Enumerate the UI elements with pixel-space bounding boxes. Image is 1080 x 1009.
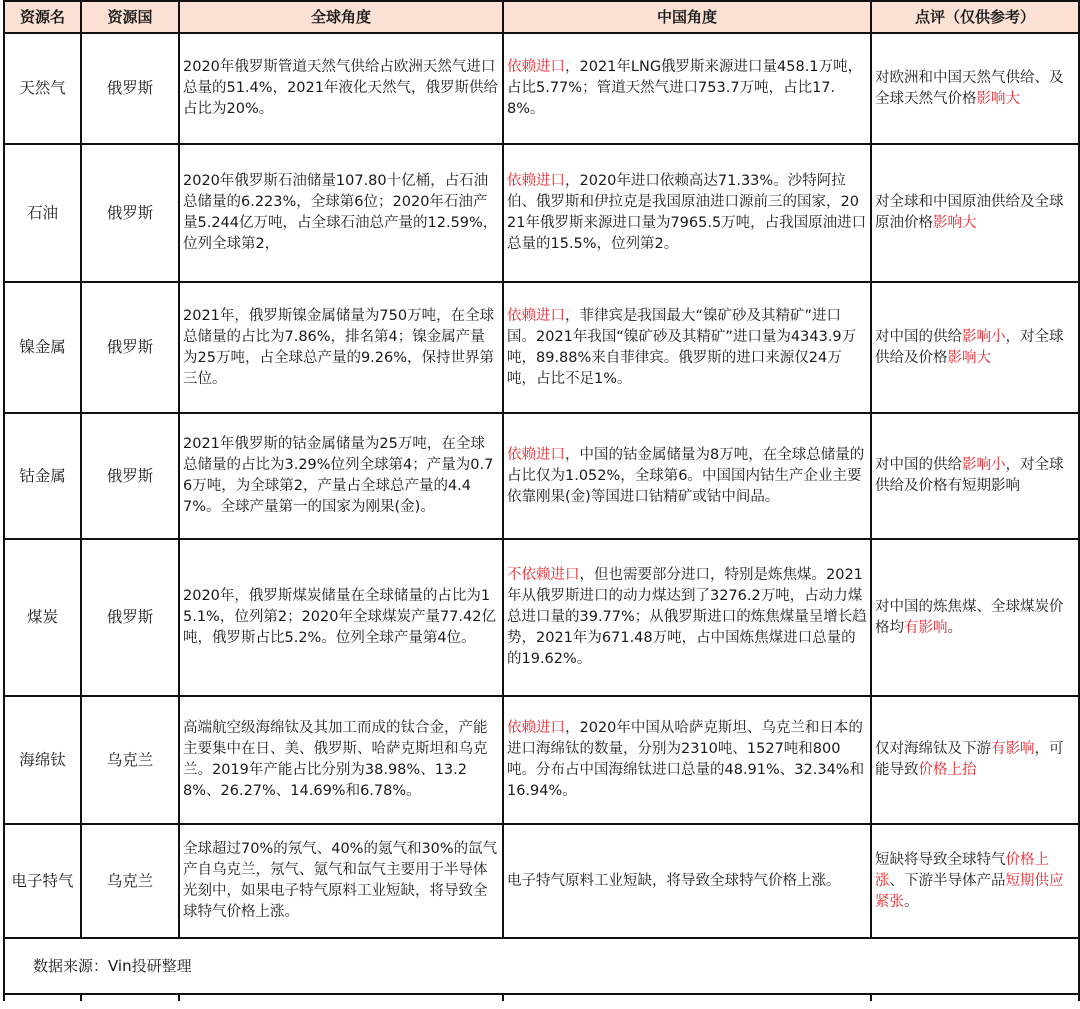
china-perspective — [503, 33, 871, 144]
global-perspective: 2020年俄罗斯管道天然气供给占欧洲天然气进口总量的51.4%，2021年液化天然气，俄罗斯供给占比为20%。 — [179, 33, 503, 144]
china-perspective — [503, 696, 871, 824]
tail-cell — [179, 994, 503, 1001]
highlight-text: 有影响 — [904, 619, 948, 636]
global-perspective: 2020年俄罗斯石油储量107.80十亿桶，占石油总储量的6.223%，全球第6位；2020年石油产量5.244亿万吨，占全球石油总产量的12.59%，位列全球第2， — [179, 144, 503, 282]
highlight-text: 价格上涨 — [875, 851, 1049, 889]
text-segment: 对中国的炼焦煤、全球煤炭价格均 — [875, 598, 1064, 636]
china-perspective — [503, 282, 871, 413]
comment — [871, 539, 1079, 696]
text-segment: ，对全球供给及价格 — [875, 328, 1064, 366]
highlight-text: 不依赖进口 — [507, 567, 580, 583]
resource-country: 俄罗斯 — [81, 33, 179, 144]
header-comment: 点评（仅供参考） — [871, 1, 1079, 33]
highlight-text: 影响大 — [933, 215, 977, 231]
resource-name: 石油 — [4, 144, 81, 282]
table-row — [4, 33, 1079, 144]
global-perspective: 2021年俄罗斯的钴金属储量为25万吨，在全球总储量的占比为3.29%位列全球第4；产量为0.76万吨，为全球第2，产量占全球总产量的4.47%。全球产量第一的国家为刚果(金)。 — [179, 413, 503, 539]
resource-country: 乌克兰 — [81, 824, 179, 938]
tail-cell — [871, 994, 1079, 1001]
text-segment: 。 — [904, 893, 919, 910]
highlight-text: 影响大 — [976, 90, 1020, 107]
china-perspective — [503, 824, 871, 938]
text-segment: ，2020年中国从哈萨克斯坦、乌克兰和日本的进口海绵钛的数量，分别为2310吨、1527吨和800吨。分布占中国海绵钛进口总量的48.91%、32.34%和16.94%。 — [507, 720, 865, 799]
table-row — [4, 696, 1079, 824]
highlight-text: 影响大 — [947, 349, 991, 366]
highlight-text: 价格上抬 — [918, 762, 977, 778]
highlight-text: 依赖进口 — [507, 446, 565, 463]
text-segment: ，2020年进口依赖高达71.33%。沙特阿拉伯、俄罗斯和伊拉克是我国原油进口源前三的国家，2021年俄罗斯来源进口量为7965.5万吨，占我国原油进口总量的15.5%，位列第2。 — [507, 173, 867, 252]
china-perspective — [503, 413, 871, 539]
resource-name: 电子特气 — [4, 824, 81, 938]
text-segment: 仅对海绵钛及下游 — [875, 741, 991, 757]
global-perspective: 全球超过70%的氖气、40%的氪气和30%的氙气产自乌克兰，氖气、氪气和氙气主要用于半导体光刻中，如果电子特气原料工业短缺，将导致全球特气价格上涨。 — [179, 824, 503, 938]
global-perspective: 2021年，俄罗斯镍金属储量为750万吨，在全球总储量的占比为7.86%，排名第4；镍金属产量为25万吨，占全球总产量的9.26%，保持世界第三位。 — [179, 282, 503, 413]
tail-cell — [81, 994, 179, 1001]
comment — [871, 413, 1079, 539]
resource-name: 天然气 — [4, 33, 81, 144]
header-global-perspective: 全球角度 — [179, 1, 503, 33]
highlight-text: 短期供应紧张 — [875, 872, 1064, 910]
resource-country: 俄罗斯 — [81, 413, 179, 539]
highlight-text: 影响小 — [962, 457, 1006, 473]
header-china-perspective: 中国角度 — [503, 1, 871, 33]
highlight-text: 依赖进口 — [507, 59, 565, 75]
resource-name: 镍金属 — [4, 282, 81, 413]
source-note: 数据来源：Vin投研整理 — [4, 938, 1079, 994]
china-perspective — [503, 144, 871, 282]
header-resource-name: 资源名 — [4, 1, 81, 33]
text-segment: 对欧洲和中国天然气供给、及全球天然气价格 — [875, 69, 1064, 107]
global-perspective: 2020年，俄罗斯煤炭储量在全球储量的占比为15.1%，位列第2；2020年全球煤炭产量77.42亿吨，俄罗斯占比5.2%。位列全球产量第4位。 — [179, 539, 503, 696]
table-row — [4, 824, 1079, 938]
header-resource-country: 资源国 — [81, 1, 179, 33]
table-tail-row — [4, 994, 1079, 1001]
comment — [871, 33, 1079, 144]
tail-cell — [503, 994, 871, 1001]
table-row — [4, 413, 1079, 539]
highlight-text: 有影响 — [991, 741, 1035, 757]
text-segment: 对全球和中国原油供给及全球原油价格 — [875, 194, 1064, 231]
tail-cell — [4, 994, 81, 1001]
table-row — [4, 144, 1079, 282]
resource-table — [3, 0, 1080, 1001]
highlight-text: 依赖进口 — [507, 307, 565, 324]
comment — [871, 282, 1079, 413]
comment — [871, 824, 1079, 938]
table-row — [4, 282, 1079, 413]
text-segment: ，2021年LNG俄罗斯来源进口量458.1万吨，占比5.77%；管道天然气进口753.7万吨，占比17.8%。 — [507, 59, 863, 117]
text-segment: 。 — [947, 619, 962, 636]
resource-country: 俄罗斯 — [81, 539, 179, 696]
china-perspective — [503, 539, 871, 696]
global-perspective: 高端航空级海绵钛及其加工而成的钛合金，产能主要集中在日、美、俄罗斯、哈萨克斯坦和乌克兰。2019年产能占比分别为38.98%、13.28%、26.27%、14.69%和6.78%。 — [179, 696, 503, 824]
text-segment: 短缺将导致全球特气 — [875, 851, 1006, 868]
resource-country: 俄罗斯 — [81, 282, 179, 413]
resource-name: 钴金属 — [4, 413, 81, 539]
text-segment: 电子特气原料工业短缺，将导致全球特气价格上涨。 — [507, 872, 841, 889]
resource-name: 煤炭 — [4, 539, 81, 696]
text-segment: 对中国的供给 — [875, 457, 962, 473]
table-row — [4, 539, 1079, 696]
text-segment: ，中国的钴金属储量为8万吨，在全球总储量的占比仅为1.052%，全球第6。中国国内钴生产企业主要依靠刚果(金)等国进口钴精矿或钴中间品。 — [507, 446, 865, 505]
resource-country: 俄罗斯 — [81, 144, 179, 282]
text-segment: ，可能导致 — [875, 741, 1064, 778]
header-row — [4, 1, 1079, 33]
text-segment: 对中国的供给 — [875, 328, 962, 345]
highlight-text: 依赖进口 — [507, 720, 565, 736]
source-row — [4, 938, 1079, 994]
comment — [871, 696, 1079, 824]
text-segment: ，菲律宾是我国最大“镍矿砂及其精矿”进口国。2021年我国“镍矿砂及其精矿”进口量为4343.9万吨，89.88%来自菲律宾。俄罗斯的进口来源仅24万吨，占比不足1%。 — [507, 307, 857, 387]
highlight-text: 依赖进口 — [507, 173, 565, 189]
text-segment: 、下游半导体产品 — [889, 872, 1006, 889]
resource-name: 海绵钛 — [4, 696, 81, 824]
resource-country: 乌克兰 — [81, 696, 179, 824]
text-segment: ，对全球供给及价格有短期影响 — [875, 457, 1064, 494]
highlight-text: 影响小 — [962, 328, 1006, 345]
comment — [871, 144, 1079, 282]
text-segment: ，但也需要部分进口，特别是炼焦煤。2021年从俄罗斯进口的动力煤达到了3276.2万吨，占动力煤总进口量的39.77%；从俄罗斯进口的炼焦煤量呈增长趋势，2021年为671.48万吨，占中国炼焦煤进口总量的的19.62%。 — [507, 567, 867, 667]
